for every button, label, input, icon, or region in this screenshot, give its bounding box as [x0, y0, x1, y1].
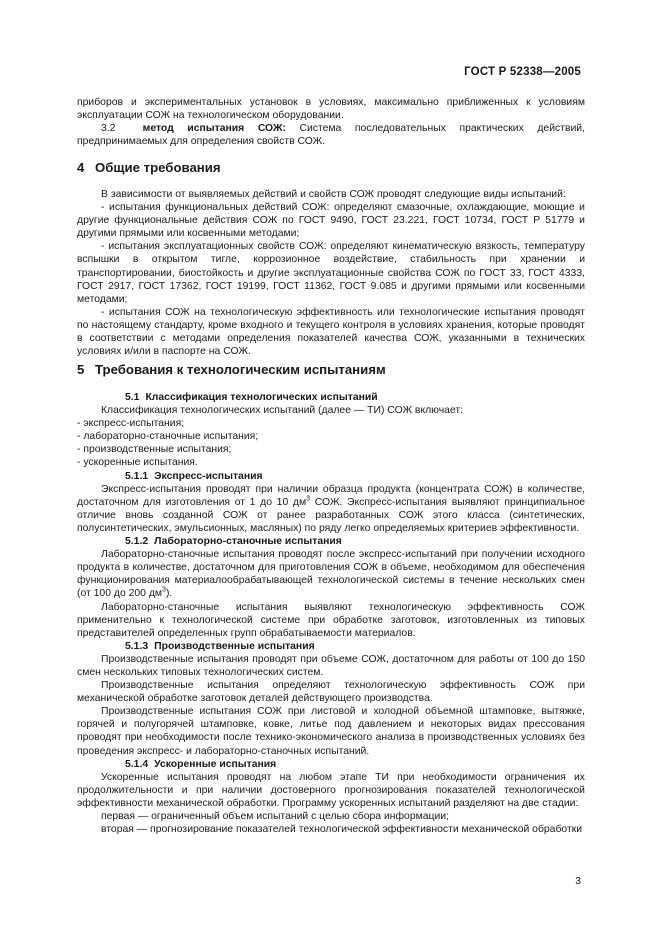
- superscript: 3: [162, 586, 166, 594]
- paragraph-text: ).: [165, 588, 173, 600]
- paragraph: Производственные испытания СОЖ при листовой и холодной объемной штамповке, вытяжке, горячей и полугорячей штамповке, ковке, литье под давлением и некоторых видах прессования проводят при необходимости после технико-экономического анализа в производственных условиях без проведения экспресс- и лабораторно-станочных испытаний.: [77, 706, 585, 757]
- paragraph: Лабораторно-станочные испытания выявляют технологическую эффективность СОЖ применительно к технологической системе при обработке заготовок, изготовленных из типовых представителей определенных групп обрабатываемости материалов.: [77, 601, 585, 639]
- section-4-heading: [77, 160, 221, 175]
- subsection-5-1-heading: [77, 391, 585, 404]
- section-4-title: Общие требования: [95, 160, 221, 175]
- paragraph-text: Экспресс-испытания проводят при наличии образца продукта (концентрата СОЖ) в количестве, достаточном для изготовления от 1 до 10 дм: [77, 483, 585, 508]
- paragraph: Производственные испытания проводят при объеме СОЖ, достаточном для работы от 100 до 150 смен нескольких типовых технологических систем.: [77, 653, 585, 678]
- subsection-number: 5.1: [125, 392, 140, 403]
- term-definition: [77, 122, 585, 148]
- paragraph: Ускоренные испытания проводят на любом этапе ТИ при необходимости ограничения их продолжительности и при наличии достоверного прогнозирования показателей технологической эффективности механической обработки. Программу ускоренных испытаний разделяют на две стадии:: [77, 771, 585, 809]
- list-item: - производственные испытания;: [77, 444, 232, 456]
- section-4-paragraph: - испытания СОЖ на технологическую эффективность или технологические испытания проводят по настоящему стандарту, кроме входного и текущего контроля в условиях хранения, которые проводят в соответствии с методами определения показателей качества СОЖ, указанными в технических условиях и/или в паспорте на СОЖ.: [77, 306, 585, 358]
- intro-block: [77, 96, 585, 148]
- paragraph: вторая — прогнозирование показателей технологической эффективности механической обработки: [101, 824, 583, 836]
- intro-paragraph: приборов и экспериментальных установок в условиях, максимально приближенных к условиям эксплуатации СОЖ на технологическом оборудовании.: [77, 97, 585, 122]
- subsection-5-1-1-heading: [77, 470, 585, 483]
- subsection-5-1-3-heading: [77, 640, 585, 653]
- subsection-title: Экспресс-испытания: [154, 470, 263, 482]
- paragraph: [77, 483, 585, 535]
- subsection-title: Лабораторно-станочные испытания: [154, 536, 342, 548]
- term-text: Система последовательных практических действий, предпринимаемых для определения свойств СОЖ.: [77, 123, 585, 148]
- list-item: - лабораторно-станочные испытания;: [77, 431, 259, 443]
- subsection-title: Классификация технологических испытаний: [145, 392, 378, 403]
- term-name: метод испытания СОЖ:: [142, 123, 286, 135]
- subsection-number: 5.1.1: [125, 470, 149, 482]
- section-4-body: [77, 188, 585, 358]
- paragraph: Классификация технологических испытаний (далее — ТИ) СОЖ включает:: [101, 405, 464, 417]
- section-5-heading: [77, 362, 386, 377]
- section-4-paragraph: - испытания функциональных действий СОЖ: определяют смазочные, охлаждающие, моющие и другие функциональные действия СОЖ по ГОСТ 9490, ГОСТ 23.221, ГОСТ 10734, ГОСТ Р 51779 и другими прямыми или косвенными методами;: [77, 202, 585, 240]
- subsection-5-1-4-heading: [77, 758, 585, 771]
- subsection-number: 5.1.3: [125, 640, 149, 652]
- term-number: 3.2: [101, 123, 116, 135]
- subsection-title: Производственные испытания: [154, 640, 315, 652]
- section-4-paragraph: - испытания эксплуатационных свойств СОЖ: определяют кинематическую вязкость, температуру вспышки в открытом тигле, коррозионное воздействие, стабильность при хранении и транспортировании, биостойкость и другие эксплуатационные свойства СОЖ по ГОСТ 33, ГОСТ 4333, ГОСТ 2917, ГОСТ 17362, ГОСТ 19199, ГОСТ 11362, ГОСТ 9.085 и другими прямыми или косвенными методами;: [77, 241, 585, 305]
- subsection-number: 5.1.2: [125, 536, 149, 548]
- paragraph-text: Лабораторно-станочные испытания проводят после экспресс-испытаний при получении исходного продукта в количестве, достаточном для приготовления СОЖ в объеме, необходимом для обеспечения функционирования материалообрабатывающей технологической системы в течение нескольких смен (от 100 до 200 дм: [77, 549, 585, 600]
- subsection-5-1-2-heading: [77, 535, 585, 548]
- list-item: - экспресс-испытания;: [77, 418, 185, 430]
- section-5-body: [77, 391, 585, 836]
- section-4-number: 4: [77, 160, 85, 175]
- list-item: - ускоренные испытания.: [77, 457, 198, 469]
- paragraph: первая — ограниченный объем испытаний с целью сбора информации;: [101, 811, 449, 822]
- standard-header: ГОСТ Р 52338—2005: [464, 66, 581, 78]
- paragraph: [77, 548, 585, 600]
- section-4-paragraph: В зависимости от выявляемых действий и свойств СОЖ проводят следующие виды испытаний:: [101, 189, 566, 200]
- superscript: 3: [306, 495, 311, 503]
- section-5-title: Требования к технологическим испытаниям: [95, 362, 386, 377]
- page-number: 3: [575, 876, 581, 887]
- subsection-title: Ускоренные испытания: [154, 758, 277, 770]
- paragraph-text: СОЖ. Экспресс-испытания выявляют принципиальное отличие вновь созданной СОЖ от ранее разработанных СОЖ этого класса (синтетических, полусинтетических, эмульсионных, масляных) по ряду легко определяемых критериев эффективности.: [77, 496, 586, 534]
- section-5-number: 5: [77, 362, 85, 377]
- subsection-number: 5.1.4: [125, 758, 149, 770]
- paragraph: Производственные испытания определяют технологическую эффективность СОЖ при механической обработке заготовок деталей действующего производства.: [77, 680, 585, 705]
